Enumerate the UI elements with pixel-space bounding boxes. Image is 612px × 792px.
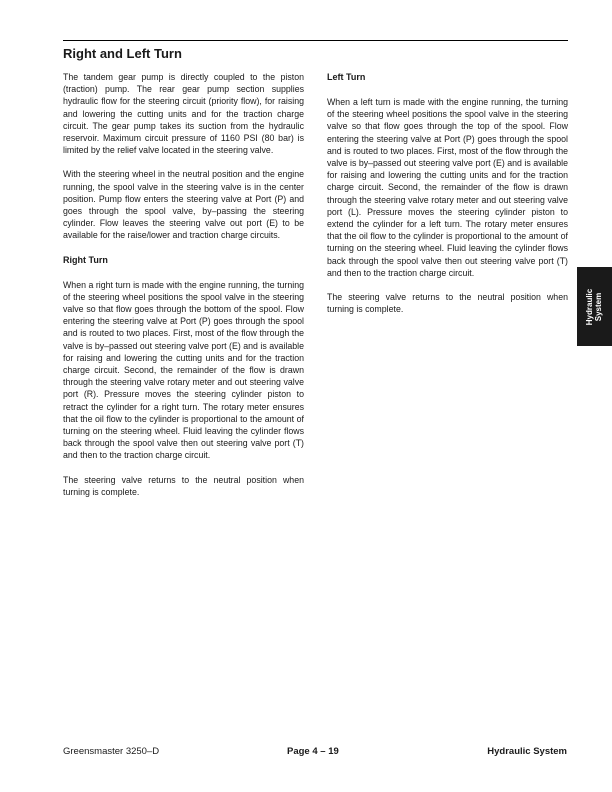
left-column: [63, 71, 304, 510]
section-tab-line-2: System: [594, 292, 604, 321]
section-tab-label: [586, 288, 604, 324]
footer-page-number: Page 4 – 19: [287, 746, 339, 757]
footer-model: Greensmaster 3250–D: [63, 746, 160, 757]
top-divider: [63, 40, 568, 41]
left-turn-paragraph-2: The steering valve returns to the neutral position when turning is complete.: [327, 292, 568, 315]
right-turn-paragraph-1: When a right turn is made with the engine running, the turning of the steering wheel positions the spool valve in the steering valve so that flow goes through the bottom of the spool. Flow entering the steering valve at Port (P) goes through the spool and is routed to two places. First, most of the flow through the valve is by–passed out steering valve port (E) and is available for raising and lowering the cutting units and for the traction charge circuit. Second, the remainder of the flow is drawn through the steering valve rotary meter and out steering valve port (R). Pressure moves the steering cylinder piston to retract the cylinder for a right turn. The rotary meter ensures that the oil flow to the cylinder is proportional to the amount of turning on the steering wheel. Fluid leaving the cylinder flows back through the spool valve then out steering valve port (T) and then to the traction charge circuit.: [63, 279, 304, 461]
section-title: Right and Left Turn: [63, 46, 182, 61]
right-column: [327, 71, 568, 327]
intro-paragraph-1: The tandem gear pump is directly coupled to the piston (traction) pump. The rear gear pump section supplies hydraulic flow for the steering circuit (priority flow), for raising and lowering the cutting units and for the traction charge circuit. The gear pump takes its suction from the hydraulic reservoir. Maximum circuit pressure of 1160 PSI (80 bar) is limited by the relief valve located in the steering valve.: [63, 72, 304, 156]
right-turn-heading: Right Turn: [63, 254, 108, 265]
section-tab: [577, 267, 612, 346]
left-turn-paragraph-1: When a left turn is made with the engine running, the turning of the steering wheel positions the spool valve in the steering valve so that flow goes through the top of the spool. Flow entering the steering valve at Port (P) goes through the spool and is routed to two places. First, most of the flow through the valve is by–passed out steering valve port (E) and is available for raising and lowering the cutting units and for the traction charge circuit. Second, the remainder of the flow is drawn through the steering valve rotary meter and out steering valve port (L). Pressure moves the steering cylinder piston to extend the cylinder for a left turn. The rotary meter ensures that the oil flow to the cylinder is proportional to the amount of turning on the steering wheel. Fluid leaving the cylinder flows back through the spool valve then out steering valve port (T) and then to the traction charge circuit.: [327, 97, 568, 278]
right-turn-paragraph-2: The steering valve returns to the neutral position when turning is complete.: [63, 474, 304, 497]
intro-paragraph-2: With the steering wheel in the neutral position and the engine running, the spool valve in the steering valve is in the center position. Pump flow enters the steering valve at Port (P) and goes through the spool valve, by–passing the steering cylinder. Flow leaves the steering valve out port (E) to be available for the raise/lower and traction charge circuits.: [63, 169, 304, 241]
left-turn-heading: Left Turn: [327, 72, 366, 82]
footer-section: Hydraulic System: [487, 746, 567, 757]
section-tab-line-1: Hydraulic: [585, 288, 595, 325]
